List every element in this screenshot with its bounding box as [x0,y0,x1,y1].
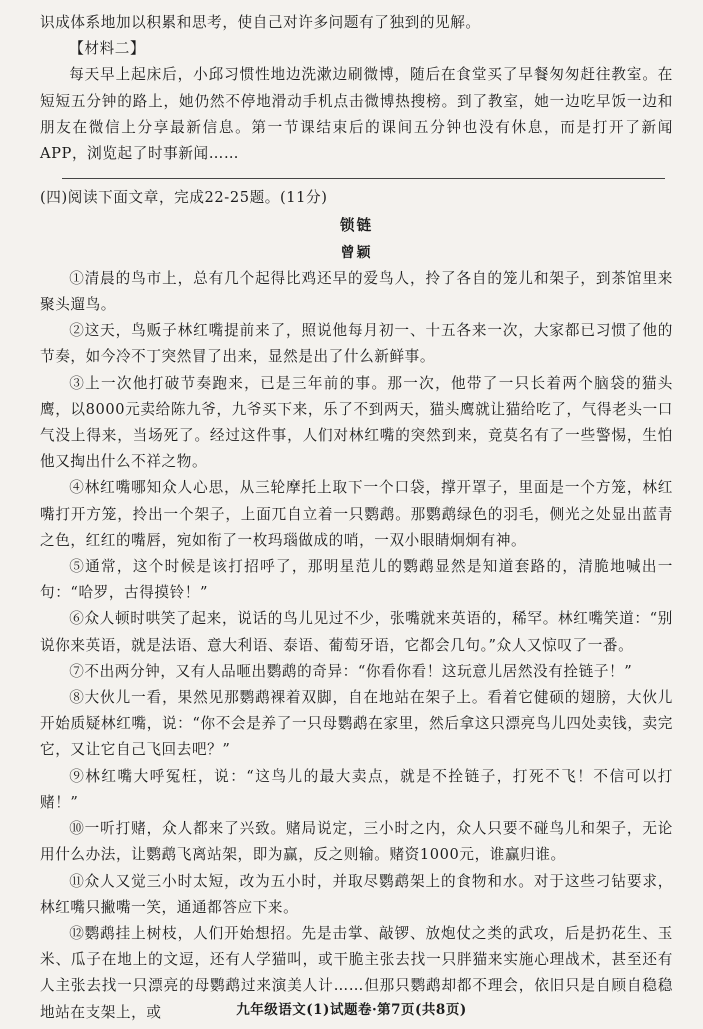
article-author: 曾颖 [340,244,373,261]
paragraph-12: ⑫鹦鹉挂上树枝，人们开始想招。先是击掌、敲锣、放炮仗之类的武攻，后是扔花生、玉米、瓜子在地上的文逗，还有人学猫叫，或干脆主张去找一只胖猫来实施心理战术，甚至还有人主张去找一只漂亮的母鹦鹉过来演美人计……但那只鹦鹉却都不理会，依旧只是自顾自稳稳地站在支架上，或 [40,924,673,1021]
material1-tail: 识成体系地加以积累和思考，使自己对许多问题有了独到的见解。 [40,14,481,31]
page-footer: 九年级语文(1)试题卷·第7页(共8页) [236,1001,467,1018]
material2-text: 每天早上起床后，小邱习惯性地边洗漱边刷微博，随后在食堂买了早餐匆匆赶往教室。在短短五分钟的路上，她仍然不停地滑动手机点击微博热搜榜。到了教室，她一边吃早饭一边和朋友在微信上分享最新信息。第一节课结束后的课间五分钟也没有休息，而是打开了新闻APP，浏览起了时事新闻…… [40,66,673,163]
material2-label: 【材料二】 [69,40,146,58]
paragraph-6: ⑥众人顿时哄笑了起来，说话的鸟儿见过不少，张嘴就来英语的，稀罕。林红嘴笑道：“别说你来英语，就是法语、意大利语、泰语、葡萄牙语，它都会几句。”众人又惊叹了一番。 [40,610,673,654]
paragraph-5: ⑤通常，这个时候是该打招呼了，那明星范儿的鹦鹉显然是知道套路的，清脆地喊出一句：“哈罗，古得摸铃！” [40,558,673,602]
article-title: 锁链 [339,217,374,235]
paragraph-8: ⑧大伙儿一看，果然见那鹦鹉裸着双脚，自在地站在架子上。看着它健硕的翅膀，大伙儿开始质疑林红嘴，说：“你不会是养了一只母鹦鹉在家里，然后拿这只漂亮鸟儿四处卖钱，卖完它，又让它自己飞回去吧？” [40,689,673,759]
paragraph-1: ①清晨的鸟市上，总有几个起得比鸡还早的爱鸟人，拎了各自的笼儿和架子，到茶馆里来聚头遛鸟。 [40,269,673,314]
paragraph-4: ④林红嘴哪知众人心思，从三轮摩托上取下一个口袋，撑开罩子，里面是一个方笼，林红嘴打开方笼，拎出一个架子，上面兀自立着一只鹦鹉。那鹦鹉绿色的羽毛，侧光之处显出蓝青之色，红红的嘴唇，宛如衔了一枚玛瑙做成的哨，一双小眼睛炯炯有神。 [40,479,673,549]
paragraph-11: ⑪众人又觉三小时太短，改为五小时，并取尽鹦鹉架上的食物和水。对于这些刁钻要求，林红嘴只撇嘴一笑，通通都答应下来。 [40,872,673,916]
paragraph-2: ②这天，鸟贩子林红嘴提前来了，照说他每月初一、十五各来一次，大家都已习惯了他的节奏，如今冷不丁突然冒了出来，显然是出了什么新鲜事。 [40,322,673,366]
paragraph-7: ⑦不出两分钟，又有人品咂出鹦鹉的奇异：“你看你看！这玩意儿居然没有拴链子！” [69,662,633,680]
section-divider [62,178,665,179]
paragraph-3: ③上一次他打破节奏跑来，已是三年前的事。那一次，他带了一只长着两个脑袋的猫头鹰，以8000元卖给陈九爷，九爷买下来，乐了不到两天，猫头鹰就让猫给吃了，气得老头一口气没上得来，当场死了。经过这件事，人们对林红嘴的突然到来，竟莫名有了一些警惕，生怕他又掏出什么不祥之物。 [40,374,673,471]
section-header: (四)阅读下面文章，完成22-25题。(11分) [40,189,328,207]
paragraph-9: ⑨林红嘴大呼冤枉，说：“这鸟儿的最大卖点，就是不拴链子，打死不飞！不信可以打赌！” [40,767,673,811]
paragraph-10: ⑩一听打赌，众人都来了兴致。赌局说定，三小时之内，众人只要不碰鸟儿和架子，无论用什么办法，让鹦鹉飞离站架，即为赢，反之则输。赌资1000元，谁赢归谁。 [40,820,673,864]
